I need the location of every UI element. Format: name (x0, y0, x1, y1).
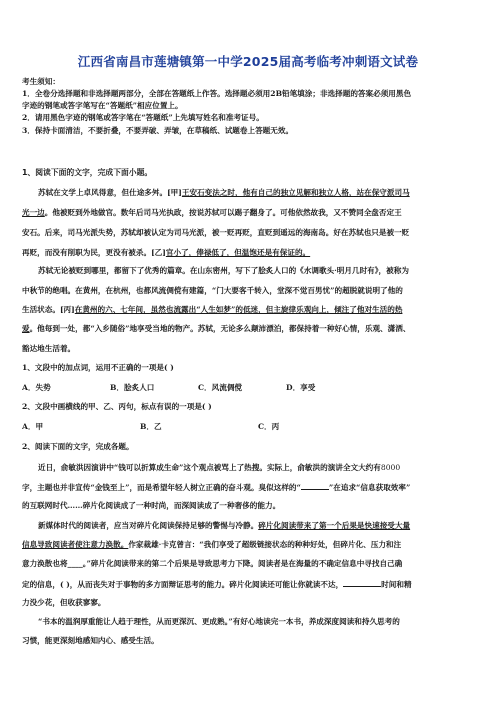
fill-blank (301, 482, 329, 490)
passage-1-line: 豁达地生活着。 (22, 344, 76, 353)
fill-blank (343, 579, 381, 587)
passage-2-line: 意力涣散也将____。”碎片化阅读带来的第二个后果是导致思考力下降。阅读者是在海量的不确定信息中寻找自己确 (22, 559, 403, 568)
notes-line-2: 字迹的钢笔或答字笔写在“答题纸”相应位置上。 (22, 101, 183, 110)
passage-1-line: 安石。后来，司马光派失势，苏轼却被认定为司马光派，被一贬再贬，直贬到遥远的海南岛。好在苏轼也只是被一贬 (22, 228, 410, 237)
passage-1-line: 苏轼在文学上卓风得意，但仕途多舛。[甲]王安石变法之时，他有自己的独立见解和独立人格，站在保守派司马 (38, 188, 410, 197)
passage-2-line: 信息导致阅读者使注意力涣散。作家裁雄·卡克曾言：“我们享受了超级链接状态的种种好处，但碎片化、压力和注 (22, 540, 402, 549)
question-2: 2、文段中画横线的甲、乙、丙句，标点有误的一项是( ) (22, 402, 212, 411)
option-b[interactable]: B．脍炙人口 (110, 383, 155, 392)
passage-1-line: 光一边。他被贬到外地做官。数年后司马光执政，按说苏轼可以踢子翻身了。可他依然故我，又不赞同全盘否定王 (22, 208, 402, 217)
notes-heading: 考生须知： (22, 77, 60, 86)
notes-line-3: 2．请用黑色字迹的钢笔或答字笔在“答题纸”上先填写姓名和准考证号。 (22, 113, 264, 122)
passage-2-line: 的互联网时代……碎片化阅读成了一种时尚，而深阅读成了一种奢侈的能力。 (22, 501, 281, 510)
notes-line-1: 1．全卷分选择题和非选择题两部分，全部在答题纸上作答。选择题必须用2B铅笔填涂；非选择题的答案必须用黑色 (22, 89, 412, 98)
notes-line-4: 3．保持卡面清洁，不要折叠，不要弄破、弄皱，在草稿纸、试题卷上答题无效。 (22, 126, 294, 135)
question-2-options (22, 422, 474, 432)
passage-1-line: 生活状态。[丙]在黄州的六、七年间，虽然也流露出“人生如梦”的低迷，但主旋律乐观向上，倾注了他对生活的热 (22, 305, 403, 314)
option-d[interactable]: D．享受 (286, 383, 316, 392)
option-c[interactable]: C．丙 (258, 422, 280, 431)
option-a[interactable]: A．失势 (22, 383, 51, 392)
section-2-heading: 2、阅读下面的文字，完成各题。 (22, 442, 134, 451)
passage-2-line: 力没少花，但收获寥寥。 (22, 598, 106, 607)
option-c[interactable]: C．风流倜傥 (198, 383, 243, 392)
page-title: 江西省南昌市莲塘镇第一中学2025届高考临考冲刺语文试卷 (77, 54, 419, 69)
passage-1-line: 再贬，而没有削职为民，更没有被杀。[乙]官小了，俸禄低了，但温饱还是有保证的。 (22, 248, 311, 257)
passage-2-line: 近日，俞敏洪因演讲中“钱可以折算成生命”这个观点被骂上了热搜。实际上，俞敏洪的演讲全文大约有8000 (38, 463, 401, 472)
question-1: 1、文段中的加点词，运用不正确的一项是( ) (22, 363, 174, 372)
passage-2-line: 新媒体时代的阅读者，应当对碎片化阅读保持足够的警惕与冷静。碎片化阅读带来了第一个后果是快速接受大量 (38, 521, 411, 530)
passage-2-line: 字，主题也并非宣传“金钱至上”，而是希望年轻人树立正确的奋斗观。臭似这样的“ ”在追求“信息获取效率” (22, 483, 411, 492)
passage-1-line: 爱。他每到一处，都“入乡随俗”地享受当地的物产。苏轼，无论多么颠沛漂泊，都保持着一种好心情，乐观、潇洒、 (22, 324, 411, 333)
question-1-options (22, 383, 474, 393)
passage-2-line: 定的信息，( )，从而丧失对于事物的多方面辩证思考的能力。碎片化阅读还可能让你就读不达， 时间和精 (22, 580, 412, 589)
option-a[interactable]: A．甲 (22, 422, 44, 431)
passage-2-line: “书本的温润厚重能让人趋于理性，从而更深沉、更成熟。”有好心地读完一本书，养成深度阅读和持久思考的 (38, 617, 400, 626)
section-1-heading: 1、阅读下面的文字，完成下面小题。 (22, 168, 153, 177)
option-b[interactable]: B．乙 (140, 422, 162, 431)
passage-1-line: 苏轼无论被贬到哪里，都留下了优秀的篇章。在山东密州，写下了脍炙人口的《水调歌头·明月几时有》，被称为 (38, 266, 409, 275)
passage-2-line: 习惯，能更深刻地感知内心、感受生活。 (22, 636, 159, 645)
passage-1-line: 中秋节的绝唱。在黄州，在杭州，也都风流倜傥有建篇，“门大要客千转入，堂深不觉百男忧”的超脱就说明了他的 (22, 286, 403, 295)
